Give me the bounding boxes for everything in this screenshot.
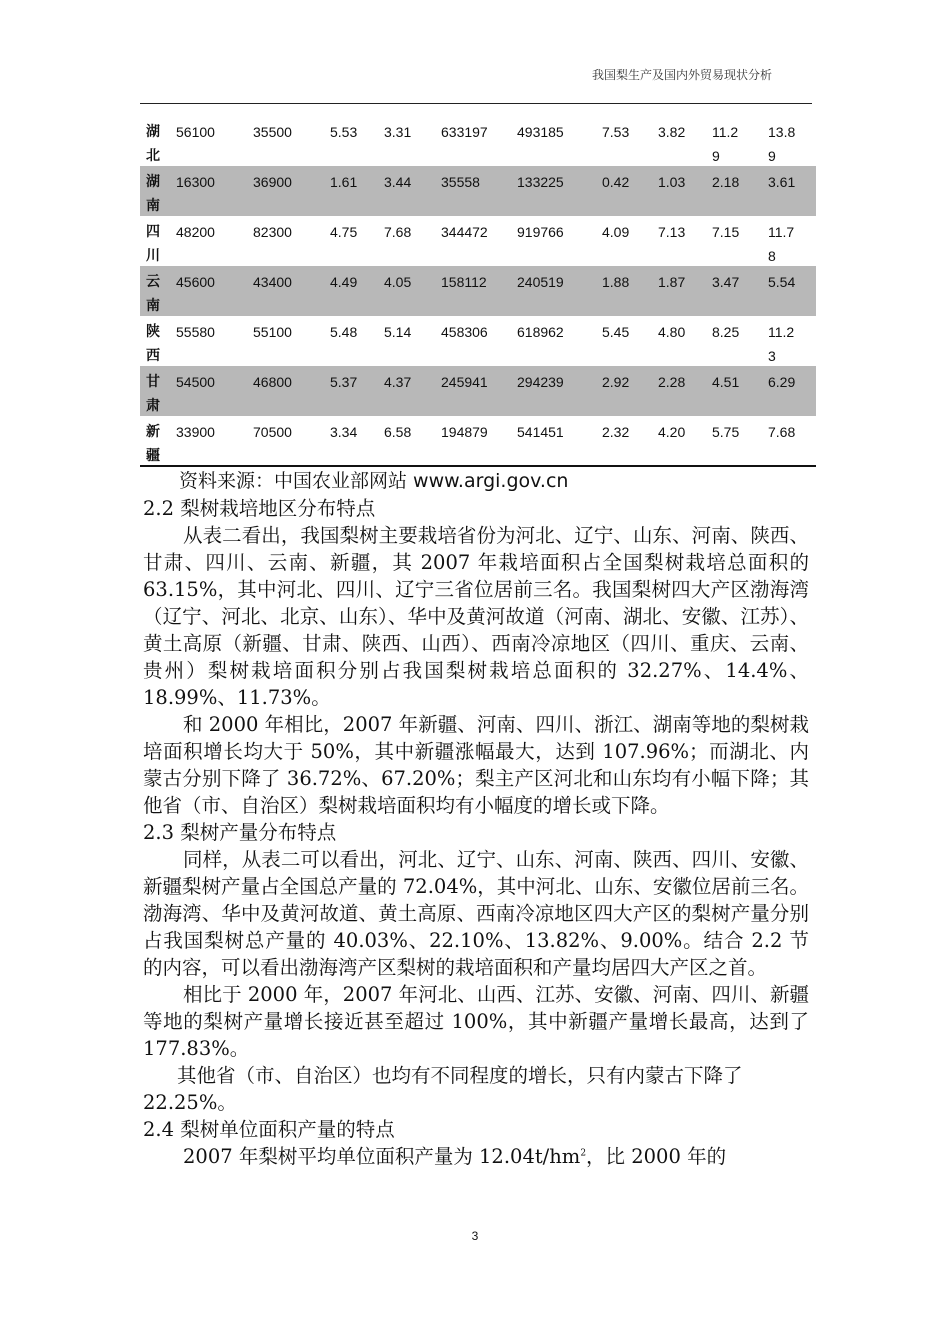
table-cell: 5.14 [384,324,412,340]
table-cell: 1.88 [602,274,630,290]
table-cell: 919766 [517,224,564,240]
table-cell: 6.29 [768,374,796,390]
table-row [140,416,816,466]
paragraph: 其他省（市、自治区）也均有不同程度的增长，只有内蒙古下降了 22.25%。 [143,1064,743,1114]
table-row [140,366,816,416]
table-cell: 5.54 [768,274,796,290]
table-cell: 82300 [253,224,292,240]
table-cell: 7.53 [602,124,630,140]
table-cell: 35500 [253,124,292,140]
table-cell: 8.25 [712,324,740,340]
superscript: 2 [580,1148,587,1159]
paragraph-text: ，比 2000 年的 [586,1145,727,1168]
table-cell: 33900 [176,424,215,440]
table-cell: 5.45 [602,324,630,340]
table-cell: 3.44 [384,174,412,190]
table-cell: 54500 [176,374,215,390]
table-source: 资料来源：中国农业部网站 www.argi.gov.cn [179,470,569,492]
table-cell: 48200 [176,224,215,240]
table-row [140,266,816,316]
table-cell: 45600 [176,274,215,290]
table-cell: 7.68 [768,424,796,440]
table-cell: 3.82 [658,124,686,140]
table-cell: 194879 [441,424,488,440]
section-heading-2-4: 2.4 梨树单位面积产量的特点 [143,1118,395,1141]
table-cell: 493185 [517,124,564,140]
table-cell: 4.80 [658,324,686,340]
table-cell: 5.37 [330,374,358,390]
table-cell: 70500 [253,424,292,440]
section-heading-2-2: 2.2 梨树栽培地区分布特点 [143,497,376,520]
body-text [143,468,809,1170]
table-cell: 11.23 [768,324,795,364]
table-cell: 618962 [517,324,564,340]
table-cell: 13.89 [768,124,796,164]
table-cell: 294239 [517,374,564,390]
table-cell: 46800 [253,374,292,390]
paragraph [143,1143,809,1170]
table-cell: 133225 [517,174,564,190]
table-cell: 6.58 [384,424,412,440]
table-cell: 1.87 [658,274,686,290]
province-cell: 新疆 [146,424,160,464]
table-cell: 5.48 [330,324,358,340]
table-cell: 4.20 [658,424,686,440]
table-row [140,116,816,166]
table-cell: 7.15 [712,224,740,240]
table-cell: 1.03 [658,174,686,190]
table-cell: 4.51 [712,374,740,390]
table-cell: 240519 [517,274,564,290]
table-cell: 3.31 [384,124,412,140]
table-cell: 43400 [253,274,292,290]
table-cell: 5.75 [712,424,740,440]
table-cell: 633197 [441,124,488,140]
paragraph-text: 2007 年梨树平均单位面积产量为 12.04t/hm [183,1145,581,1168]
table-cell: 4.09 [602,224,630,240]
paragraph: 从表二看出，我国梨树主要栽培省份为河北、辽宁、山东、河南、陕西、甘肃、四川、云南、新疆，其 2007 年栽培面积占全国梨树栽培总面积的 63.15%，其中河北、四川、辽宁三省位居前三名。我国梨树四大产区渤海湾（辽宁、河北、北京、山东）、华中及黄河故道（河南、湖北、安徽、江苏）、黄土高原（新疆、甘肃、陕西、山西）、西南冷凉地区（四川、重庆、云南、贵州）梨树栽培面积分别占我国梨树栽培总面积的 32.27%、14.4%、18.99%、11.73%。 [143,524,809,709]
table-cell: 35558 [441,174,480,190]
table-cell: 458306 [441,324,488,340]
table-cell: 2.32 [602,424,630,440]
table-cell: 2.18 [712,174,740,190]
table-cell: 36900 [253,174,292,190]
header-rule [140,103,812,104]
province-cell: 云南 [146,274,160,314]
table-row [140,216,816,266]
running-header: 我国梨生产及国内外贸易现状分析 [591,68,772,82]
table-bottom-rule [140,465,816,467]
table-cell: 158112 [441,274,487,290]
table-cell: 0.42 [602,174,630,190]
table-cell: 4.05 [384,274,412,290]
table-cell: 11.29 [712,124,739,164]
table-cell: 16300 [176,174,215,190]
table-cell: 4.75 [330,224,358,240]
page-number: 3 [471,1229,479,1243]
province-cell: 甘肃 [146,374,160,414]
data-table [140,116,816,466]
section-heading-2-3: 2.3 梨树产量分布特点 [143,821,337,844]
paragraph: 相比于 2000 年，2007 年河北、山西、江苏、安徽、河南、四川、新疆等地的梨树产量增长接近甚至超过 100%，其中新疆产量增长最高，达到了 177.83%。 [143,983,809,1060]
table-cell: 541451 [517,424,564,440]
table-cell: 11.78 [768,224,795,264]
table-cell: 3.61 [768,174,796,190]
table-cell: 7.13 [658,224,686,240]
province-cell: 湖北 [146,124,160,164]
province-cell: 陕西 [146,324,160,364]
table-cell: 1.61 [330,174,358,190]
table-cell: 3.47 [712,274,740,290]
table-cell: 7.68 [384,224,412,240]
table-cell: 55100 [253,324,292,340]
table-cell: 344472 [441,224,488,240]
table-cell: 245941 [441,374,488,390]
table-cell: 4.37 [384,374,412,390]
paragraph: 和 2000 年相比，2007 年新疆、河南、四川、浙江、湖南等地的梨树栽培面积增长均大于 50%，其中新疆涨幅最大，达到 107.96%；而湖北、内蒙古分别下降了 36.72%、67.20%；梨主产区河北和山东均有小幅下降；其他省（市、自治区）梨树栽培面积均有小幅度的增长或下降。 [143,713,809,817]
table-cell: 2.28 [658,374,686,390]
table-cell: 3.34 [330,424,358,440]
province-cell: 四川 [146,224,160,264]
paragraph: 同样，从表二可以看出，河北、辽宁、山东、河南、陕西、四川、安徽、新疆梨树产量占全国总产量的 72.04%，其中河北、山东、安徽位居前三名。渤海湾、华中及黄河故道、黄土高原、西南冷凉地区四大产区的梨树产量分别占我国梨树总产量的 40.03%、22.10%、13.82%、9.00%。结合 2.2 节的内容，可以看出渤海湾产区梨树的栽培面积和产量均居四大产区之首。 [143,848,809,979]
table-cell: 56100 [176,124,215,140]
province-cell: 湖南 [146,174,160,214]
table-cell: 5.53 [330,124,358,140]
table-row [140,166,816,216]
table-row [140,316,816,366]
table-cell: 4.49 [330,274,358,290]
table-cell: 55580 [176,324,215,340]
table-cell: 2.92 [602,374,630,390]
